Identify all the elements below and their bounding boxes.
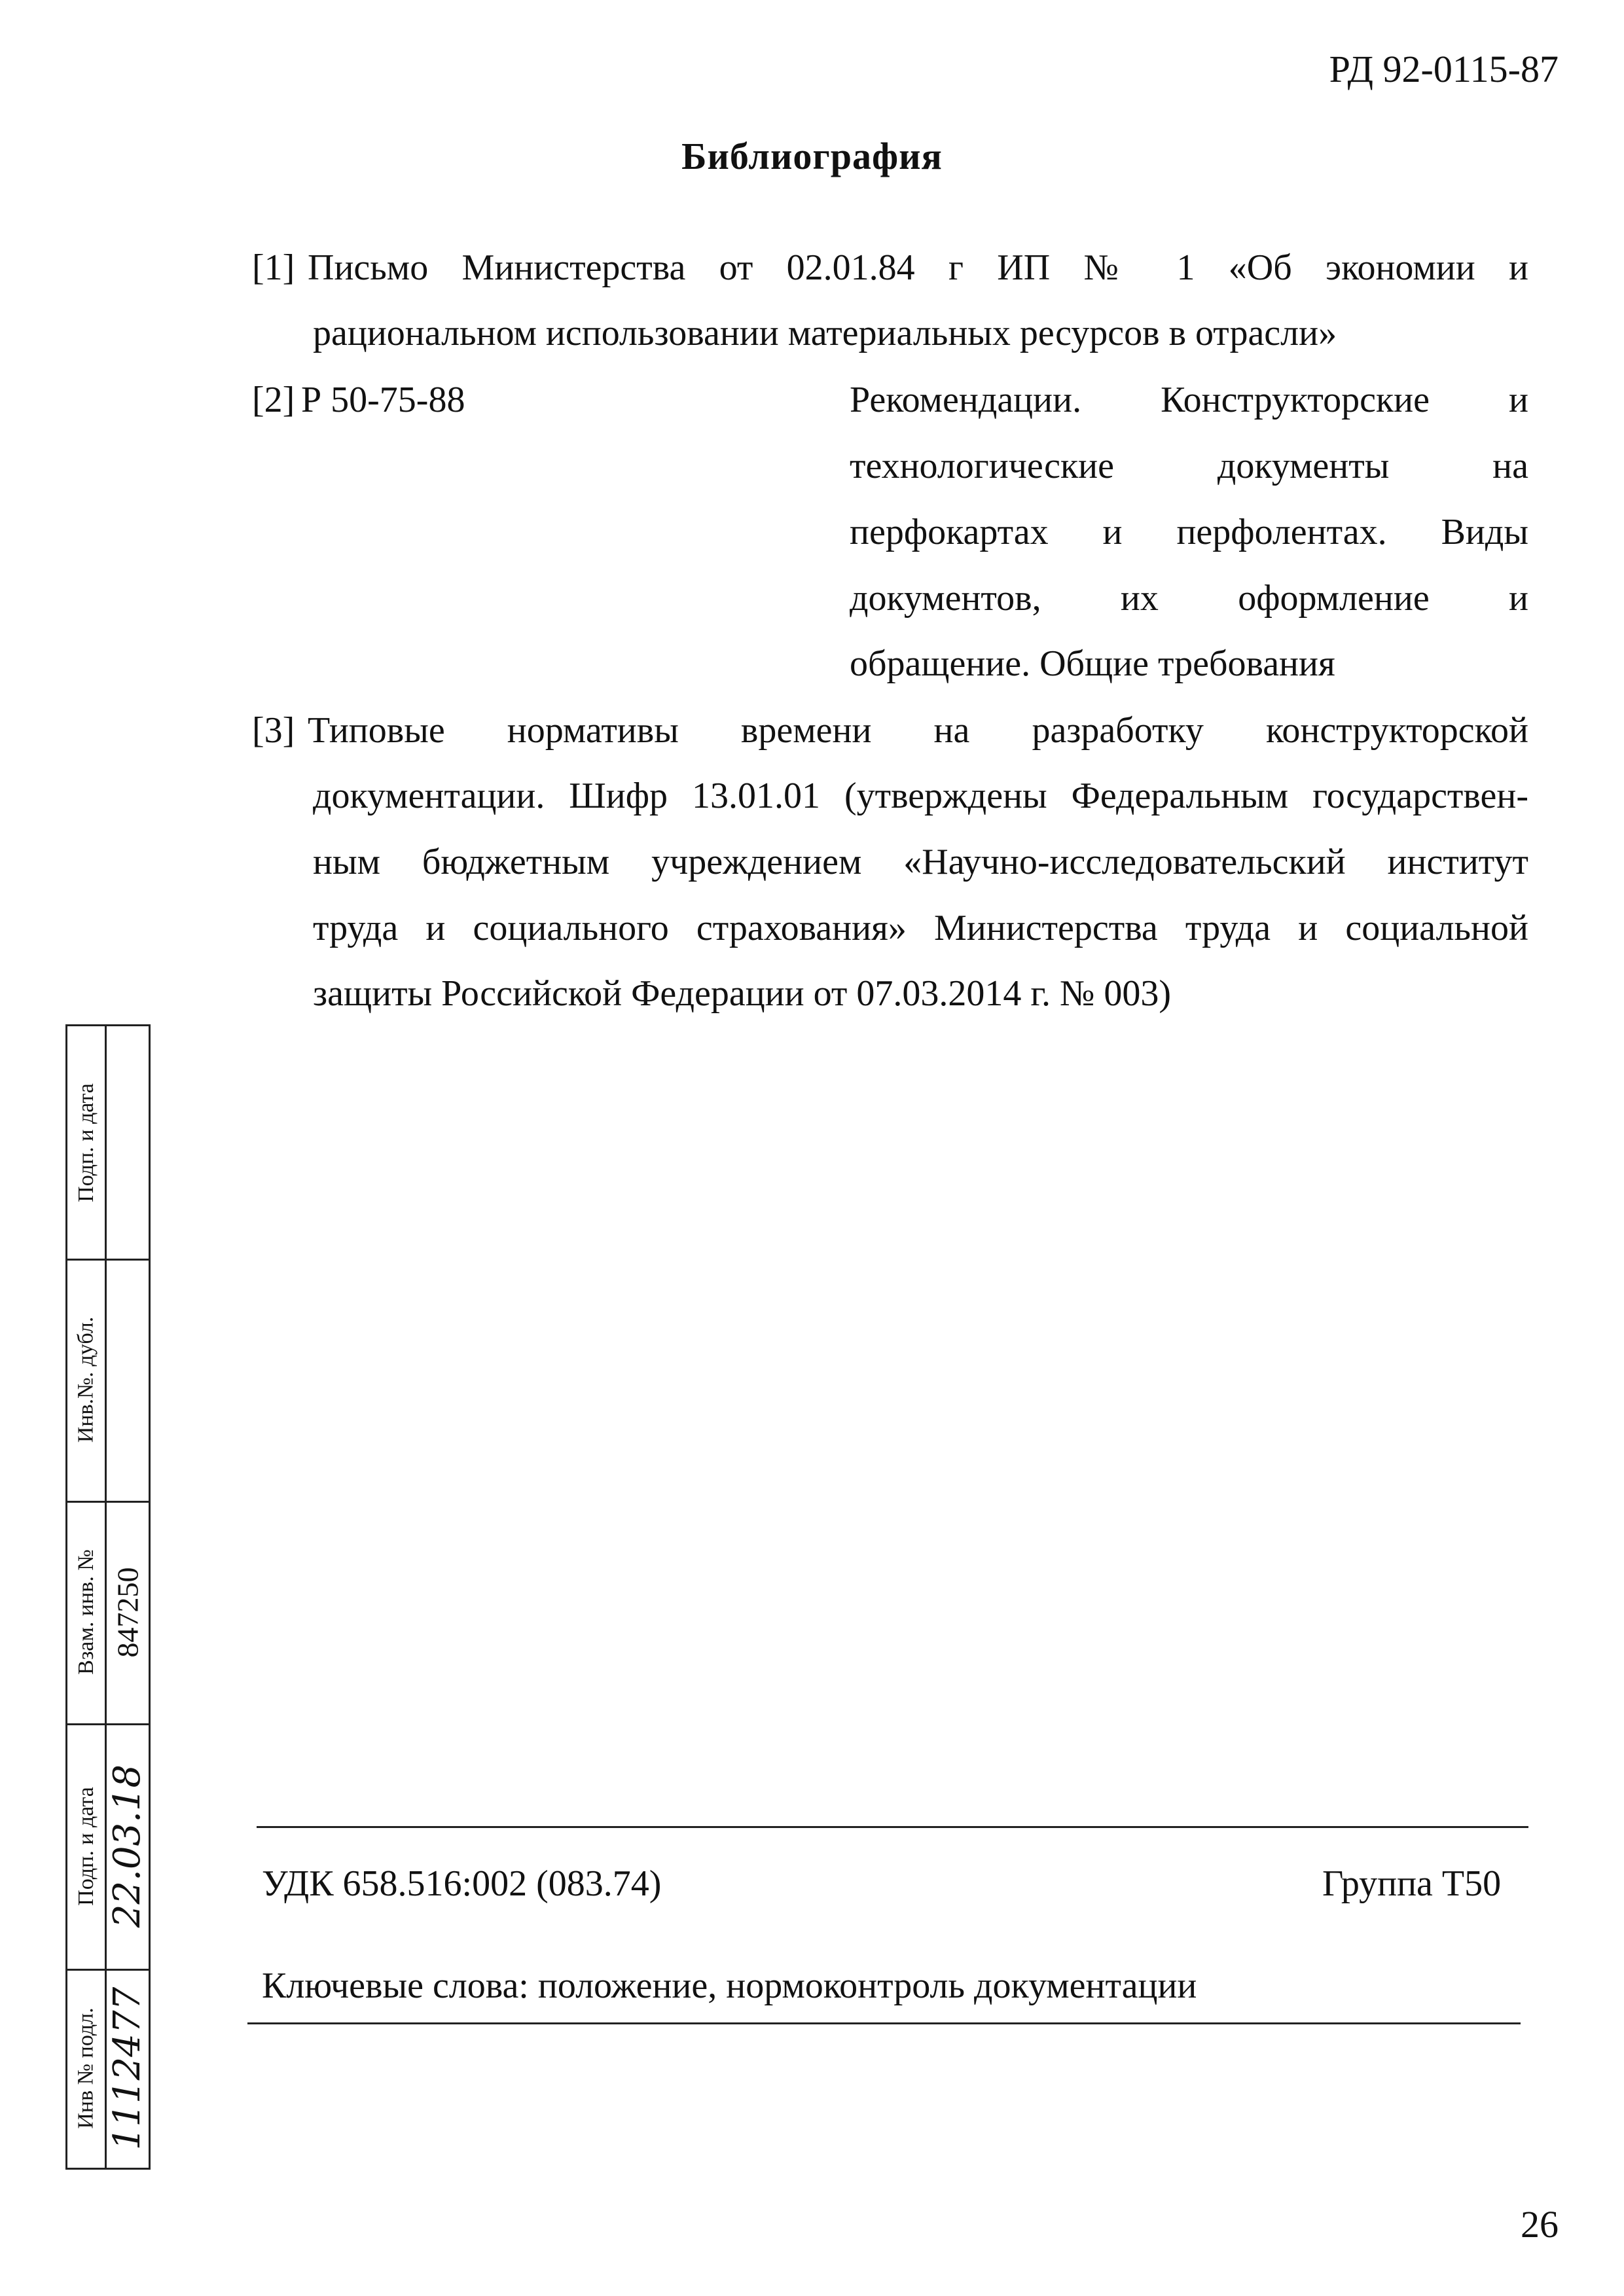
footer-bottom-rule xyxy=(247,2022,1521,2024)
entry-text-line: ным бюджетным учреждением «Научно-исследовательский институт xyxy=(313,842,1528,882)
entry-code: Р 50-75-88 xyxy=(301,380,465,420)
udk-code: УДК 658.516:002 (083.74) xyxy=(262,1863,662,1904)
entry-text-line: труда и социального страхования» Министерства труда и социальной xyxy=(313,908,1528,948)
handwritten-original-inventory-number: 1112477 xyxy=(106,1986,149,2150)
replacement-inventory-number: 847250 xyxy=(111,1567,145,1657)
stamp-value-cell xyxy=(107,1723,149,1969)
stamp-label: Подп. и дата xyxy=(73,1786,98,1906)
page-title: Библиография xyxy=(681,135,943,177)
entry-text-line: рациональном использовании материальных ресурсов в отрасли» xyxy=(313,313,1337,353)
document-code: РД 92-0115-87 xyxy=(1329,48,1559,90)
stamp-label-cell xyxy=(67,1259,105,1501)
stamp-label: Подп. и дата xyxy=(73,1083,98,1202)
stamp-label-cell xyxy=(67,1026,105,1259)
entry-number: [3] xyxy=(252,710,295,751)
keywords: Ключевые слова: положение, нормоконтроль документации xyxy=(262,1965,1197,2006)
entry-text-line: обращение. Общие требования xyxy=(850,643,1335,684)
stamp-label: Инв.№. дубл. xyxy=(73,1316,98,1443)
entry-text-line: Рекомендации. Конструкторские и xyxy=(850,380,1528,420)
stamp-value-cell xyxy=(107,1501,149,1723)
entry-text-line: перфокартах и перфолентах. Виды xyxy=(850,512,1528,552)
stamp-value-cell xyxy=(107,1969,149,2168)
stamp-label-cell xyxy=(67,1501,105,1723)
entry-number: [1] xyxy=(252,247,295,288)
entry-number: [2] xyxy=(252,380,295,420)
page-number: 26 xyxy=(1521,2203,1559,2246)
stamp-label: Инв № подл. xyxy=(73,2007,98,2129)
stamp-label-cell xyxy=(67,1723,105,1969)
stamp-label-cell xyxy=(67,1969,105,2168)
stamp-label: Взам. инв. № xyxy=(73,1549,98,1675)
footer-top-rule xyxy=(257,1826,1528,1828)
entry-text-line: документации. Шифр 13.01.01 (утверждены Федеральным государствен- xyxy=(313,776,1528,816)
entry-text-line: Типовые нормативы времени на разработку конструкторской xyxy=(308,710,1528,751)
entry-text-line: технологические документы на xyxy=(850,446,1528,486)
side-stamp-table xyxy=(65,1024,151,2170)
handwritten-date: 22.03.18 xyxy=(106,1764,149,1928)
entry-text-line: документов, их оформление и xyxy=(850,578,1528,619)
entry-text-line: защиты Российской Федерации от 07.03.2014 г. № 003) xyxy=(313,973,1172,1014)
group-code: Группа Т50 xyxy=(1322,1863,1502,1904)
entry-text-line: Письмо Министерства от 02.01.84 г ИП № 1 «Об экономии и xyxy=(308,247,1528,288)
